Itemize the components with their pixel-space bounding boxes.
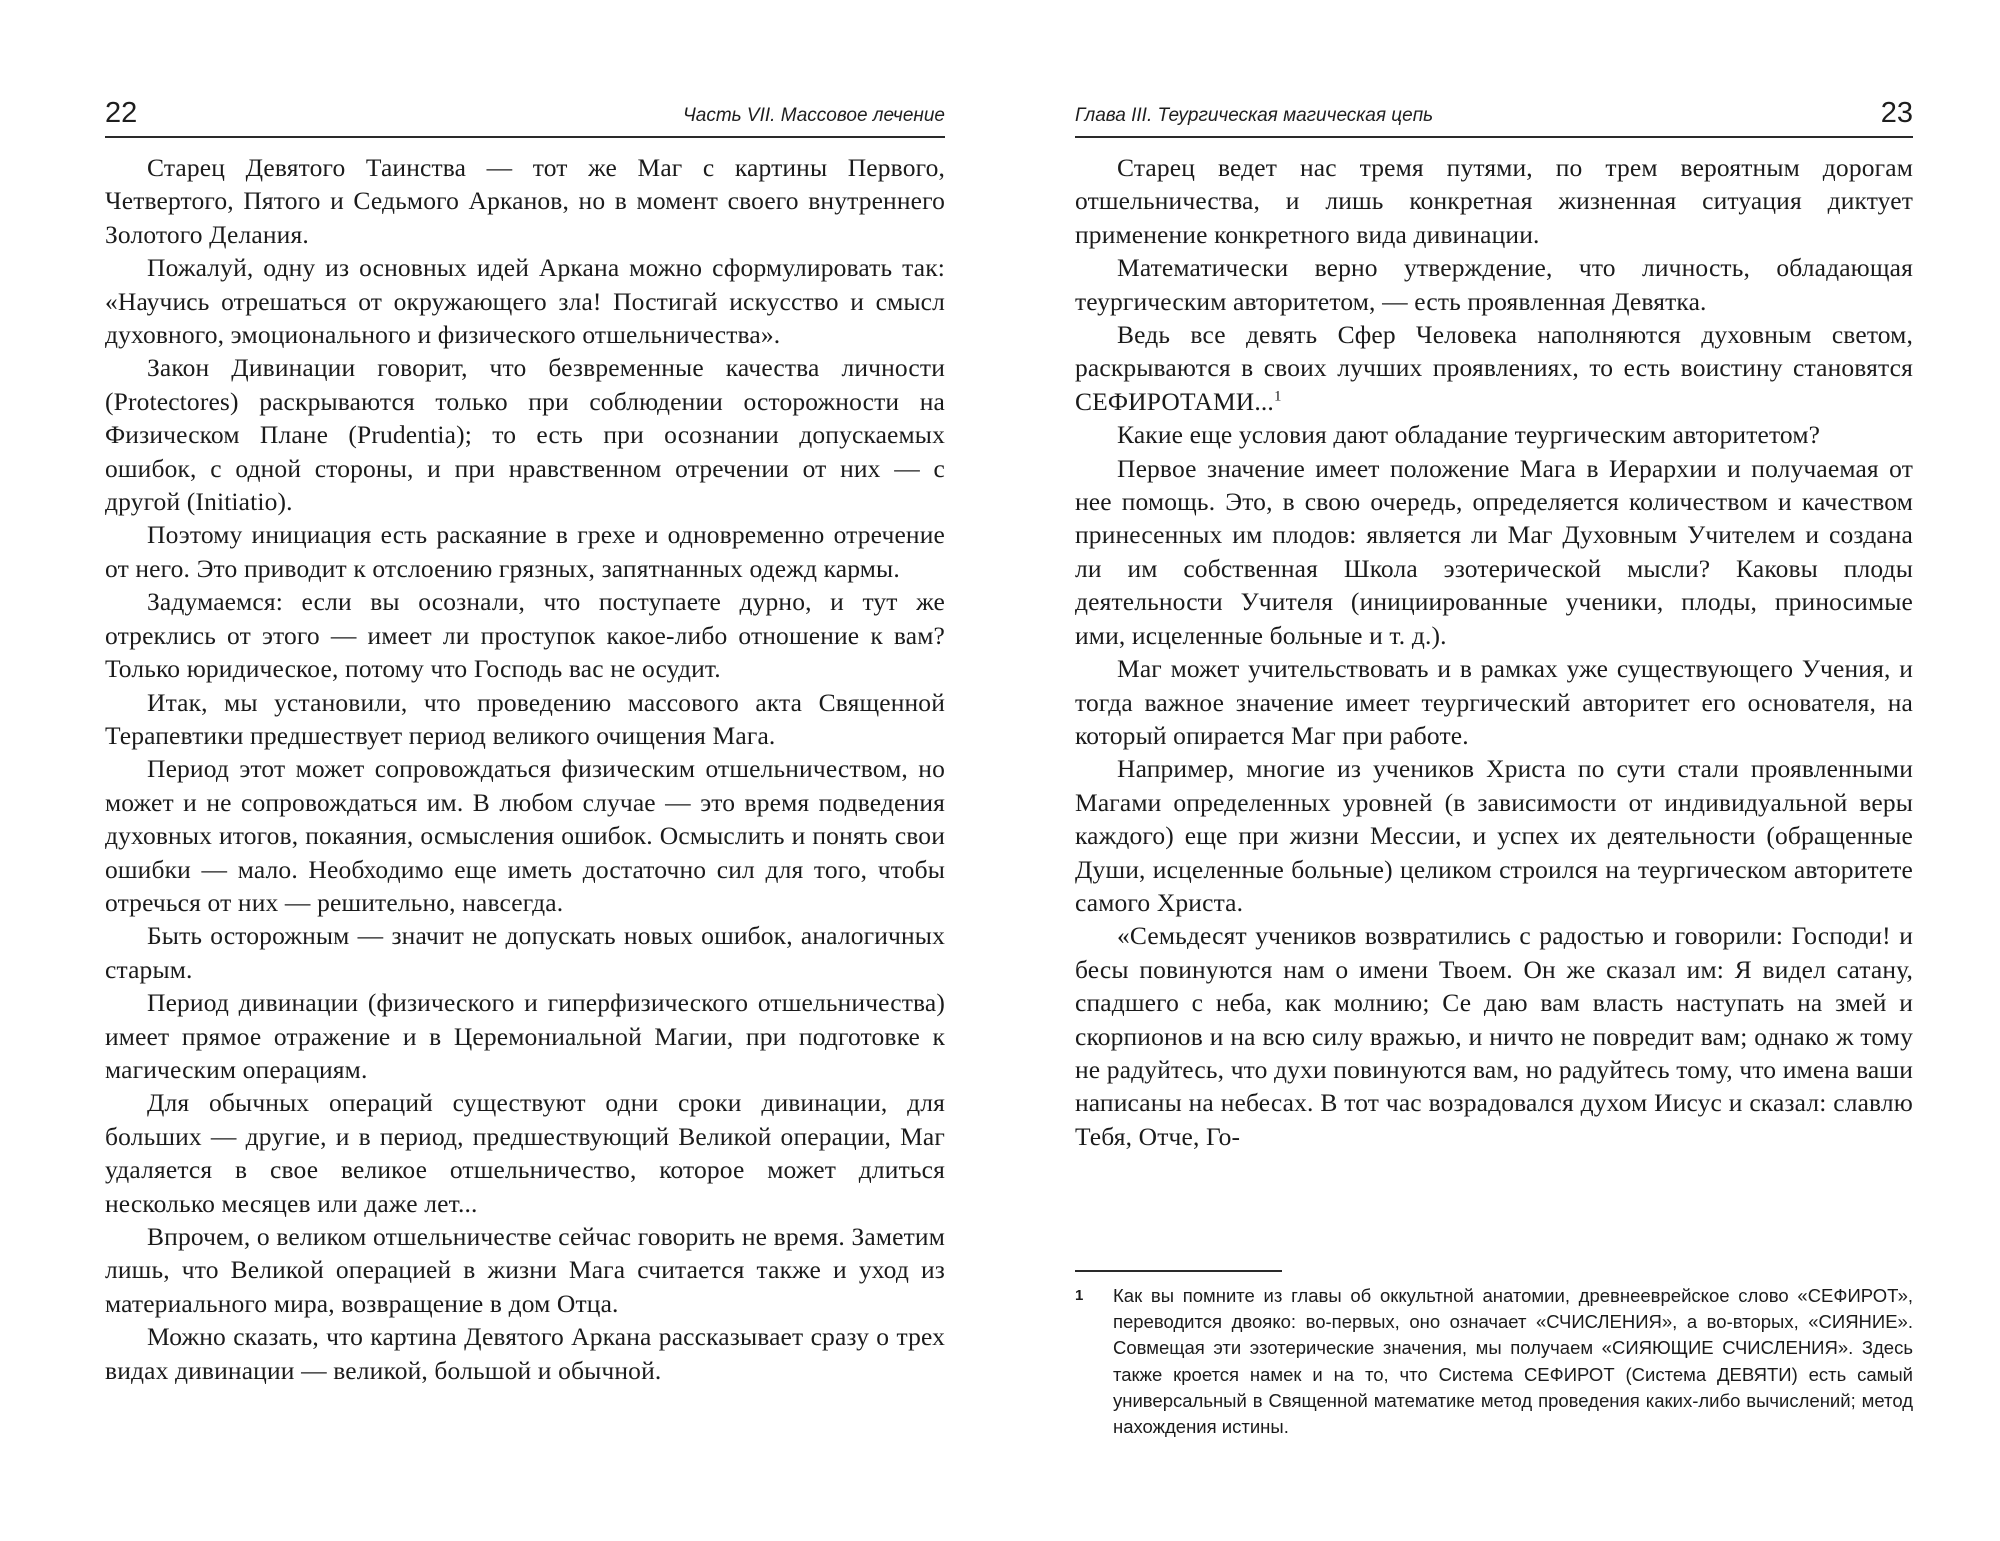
right-running-title: Глава III. Теургическая магическая цепь	[1075, 105, 1434, 126]
paragraph: Быть осторожным — значит не допускать новых ошибок, аналогичных старым.	[105, 921, 945, 984]
left-running-title: Часть VII. Массовое лечение	[682, 105, 945, 126]
paragraph: Какие еще условия дают обладание теургическим авторитетом?	[1117, 420, 1821, 450]
footnote-mark: 1	[1075, 1287, 1084, 1304]
paragraph: Пожалуй, одну из основных идей Аркана можно сформулировать так: «Научись отрешаться от окружающего зла! Постигай искусство и смысл духовного, эмоционального и физического отшельничества».	[105, 253, 945, 350]
left-page-header	[105, 96, 945, 138]
footnote-reference[interactable]: 1	[1273, 388, 1282, 405]
paragraph: Например, многие из учеников Христа по сути стали проявленными Магами определенных уровней (в зависимости от индивидуальной веры каждого) еще при жизни Мессии, и успех их деятельности (обращенные Души, исцеленные больные) целиком строился на теургическом авторитете самого Христа.	[1075, 754, 1913, 917]
paragraph: Для обычных операций существуют одни сроки дивинации, для больших — другие, и в период, предшествующий Великой операции, Маг удаляется в свое великое отшельничество, которое может длиться несколько месяцев или даже лет...	[105, 1088, 945, 1218]
left-page-number: 22	[105, 97, 138, 129]
footnote-text: Как вы помните из главы об оккультной анатомии, древнееврейское слово «СЕФИРОТ», переводится двояко: во-первых, оно означает «СЧИСЛЕНИЯ», а во-вторых, «СИЯНИЕ». Совмещая эти эзотерические значения, мы получаем «СИЯЮЩИЕ СЧИСЛЕНИЯ». Здесь также кроется намек и на то, что Система СЕФИРОТ (Система ДЕВЯТИ) есть самый универсальный в Священной математике метод проведения каких-либо вычислений; метод нахождения истины.	[1113, 1285, 1913, 1438]
paragraph: Старец Девятого Таинства — тот же Маг с картины Первого, Четвертого, Пятого и Седьмого Арканов, но в момент своего внутреннего Золотого Делания.	[105, 153, 945, 249]
right-page-body	[1075, 151, 1913, 1153]
paragraph: Период дивинации (физического и гиперфизического отшельничества) имеет прямое отражение и в Церемониальной Магии, при подготовке к магическим операциям.	[105, 988, 945, 1084]
paragraph: Впрочем, о великом отшельничестве сейчас говорить не время. Заметим лишь, что Великой операцией в жизни Мага считается также и уход из материального мира, возвращение в дом Отца.	[105, 1222, 945, 1318]
paragraph: Маг может учительствовать и в рамках уже существующего Учения, и тогда важное значение имеет теургический авторитет его основателя, на который опирается Маг при работе.	[1075, 654, 1913, 750]
right-page	[1075, 0, 1913, 1541]
right-page-header	[1075, 96, 1913, 138]
paragraph-text: Ведь все девять Сфер Человека наполняются духовным светом, раскрываются в своих лучших проявлениях, то есть воистину становятся СЕФИРОТАМИ...	[1075, 320, 1913, 416]
paragraph: Старец ведет нас тремя путями, по трем вероятным дорогам отшельничества, и лишь конкретная жизненная ситуация диктует применение конкретного вида дивинации.	[1075, 153, 1913, 249]
paragraph: Итак, мы установили, что проведению массового акта Священной Терапевтики предшествует период великого очищения Мага.	[105, 687, 945, 750]
paragraph: Закон Дивинации говорит, что безвременные качества личности (Protectores) раскрываются только при соблюдении осторожности на Физическом Плане (Prudentia); то есть при осознании допускаемых ошибок, с одной стороны, и при нравственном отречении от них — с другой (Initiatio).	[105, 353, 945, 517]
footnote	[1075, 1283, 1913, 1440]
footnote-separator	[1075, 1270, 1282, 1272]
paragraph: Задумаемся: если вы осознали, что поступаете дурно, и тут же отреклись от этого — имеет ли проступок какое-либо отношение к вам? Только юридическое, потому что Господь вас не осудит.	[105, 587, 945, 684]
paragraph: Математически верно утверждение, что личность, обладающая теургическим авторитетом, — есть проявленная Девятка.	[1075, 253, 1913, 316]
paragraph: Период этот может сопровождаться физическим отшельничеством, но может и не сопровождаться им. В любом случае — это время подведения духовных итогов, покаяния, осмысления ошибок. Осмыслить и понять свои ошибки — мало. Необходимо еще иметь достаточно сил для того, чтобы отречься от них — решительно, навсегда.	[105, 754, 945, 917]
paragraph-with-footnote-ref	[1075, 318, 1913, 418]
left-page-body	[105, 151, 945, 1387]
paragraph: Поэтому инициация есть раскаяние в грехе и одновременно отречение от него. Это приводит к отслоению грязных, запятнанных одежд кармы.	[105, 520, 945, 583]
paragraph: «Семьдесят учеников возвратились с радостью и говорили: Господи! и бесы повинуются нам о имени Твоем. Он же сказал им: Я видел сатану, спадшего с неба, как молнию; Се даю вам власть наступать на змей и скорпионов и на всю силу вражью, и ничто не повредит вам; однако ж тому не радуйтесь, что духи повинуются вам, но радуйтесь тому, что имена ваши написаны на небесах. В тот час возрадовался духом Иисус и сказал: славлю Тебя, Отче, Го-	[1075, 921, 1913, 1151]
right-page-number: 23	[1880, 97, 1913, 129]
left-page	[105, 0, 945, 1541]
paragraph: Первое значение имеет положение Мага в Иерархии и получаемая от нее помощь. Это, в свою очередь, определяется количеством и качеством принесенных им плодов: является ли Маг Духовным Учителем и создана ли им собственная Школа эзотерической мысли? Каковы плоды деятельности Учителя (инициированные ученики, плоды, приносимые ими, исцеленные больные и т. д.).	[1075, 453, 1913, 650]
paragraph: Можно сказать, что картина Девятого Аркана рассказывает сразу о трех видах дивинации — великой, большой и обычной.	[105, 1322, 945, 1385]
